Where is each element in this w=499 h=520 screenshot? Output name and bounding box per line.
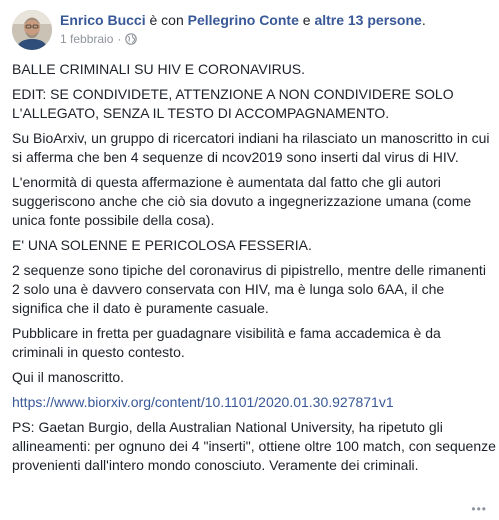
- post-date[interactable]: 1 febbraio: [60, 32, 114, 46]
- more-dots[interactable]: •••: [471, 502, 487, 516]
- post-paragraph: EDIT: SE CONDIVIDETE, ATTENZIONE A NON CONDIVIDERE SOLO L'ALLEGATO, SENZA IL TESTO DI ACCOMPAGNAMENTO.: [12, 86, 454, 121]
- tagged-person-link[interactable]: Pellegrino Conte: [187, 12, 299, 28]
- post-paragraph: Su BioArxiv, un gruppo di ricercatori indiani ha rilasciato un manoscritto in cui si afferma che ben 4 sequenze di ncov2019 sono inserti dal virus di HIV.: [12, 130, 490, 165]
- post-paragraph: E' UNA SOLENNE E PERICOLOSA FESSERIA.: [12, 237, 312, 253]
- post-paragraph: BALLE CRIMINALI SU HIV E CORONAVIRUS.: [12, 61, 306, 77]
- author-link[interactable]: Enrico Bucci: [60, 12, 146, 28]
- post-paragraph: 2 sequenze sono tipiche del coronavirus di pipistrello, mentre delle rimanenti 2 solo una è davvero conservata con HIV, ma è lunga solo 6AA, il che significa che il dato è puramente casuale.: [12, 262, 486, 316]
- post-date-line: [60, 31, 491, 47]
- post-header: [12, 10, 491, 54]
- ps-paragraph: PS: Gaetan Burgio, della Australian National University, ha ripetuto gli allineamenti: per ognuno dei 4 "inserti", ottiene oltre 100 match, con sequenze provenienti dall'intero mondo conosciuto. Veramente dei criminali.: [12, 419, 496, 473]
- post-paragraph: Qui il manoscritto.: [12, 369, 125, 385]
- and-text: e: [298, 12, 315, 28]
- manuscript-link[interactable]: https://www.biorxiv.org/content/10.1101/2020.01.30.927871v1: [12, 394, 394, 410]
- avatar[interactable]: [12, 10, 52, 50]
- globe-icon[interactable]: [125, 33, 137, 45]
- post-author-line: [60, 11, 491, 29]
- separator-dot: ·: [117, 32, 122, 46]
- tagged-others-link[interactable]: altre 13 persone: [314, 12, 422, 28]
- period: .: [421, 12, 426, 28]
- with-text: è con: [145, 12, 188, 28]
- link-paragraph: [12, 393, 496, 412]
- post-body: [12, 60, 496, 481]
- post-meta: [60, 11, 491, 47]
- post-paragraph: L'enormità di questa affermazione è aumentata dal fatto che gli autori suggeriscono anche che ciò sia dovuto a ingegnerizzazione umana (come unica fonte possibile della cosa).: [12, 174, 472, 228]
- post-paragraph: Pubblicare in fretta per guadagnare visibilità e fama accademica è da criminali in questo contesto.: [12, 325, 441, 360]
